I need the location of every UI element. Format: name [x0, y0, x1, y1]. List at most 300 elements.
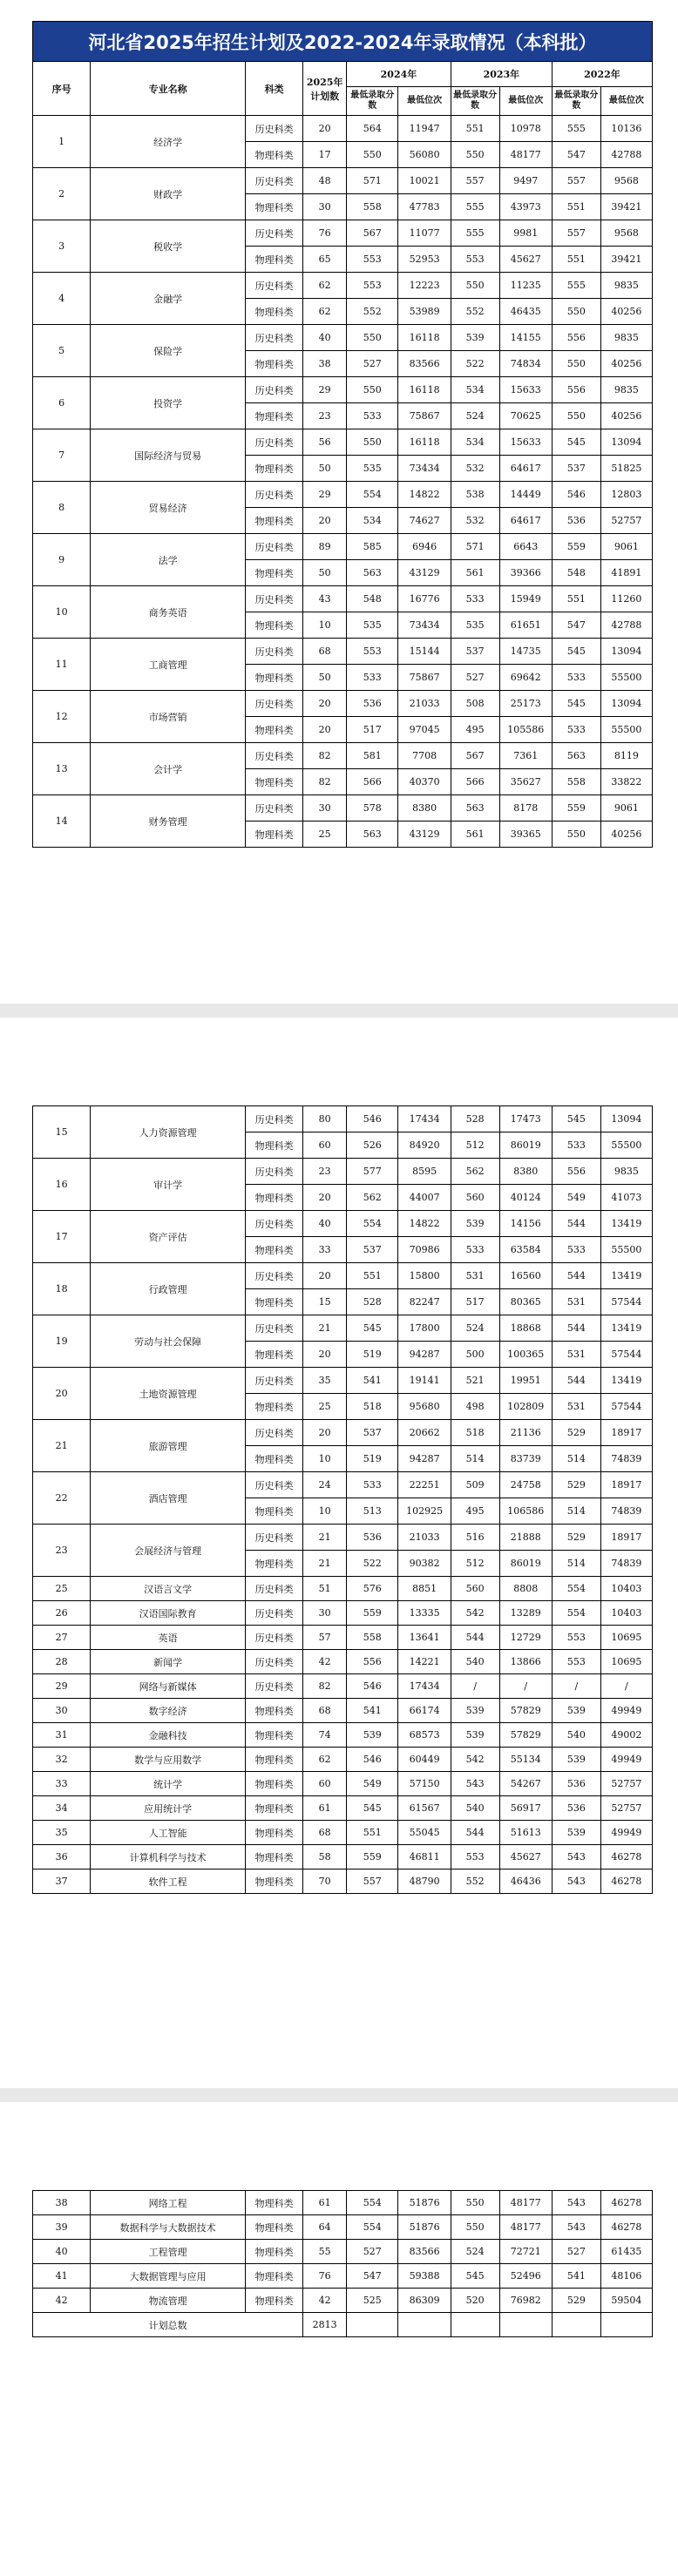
cell-2022-score: 558 [552, 769, 600, 795]
cell-2022-score: 514 [552, 1446, 600, 1472]
cell-2022-rank: 9835 [600, 377, 652, 403]
cell-2023-score: 521 [451, 1368, 499, 1394]
cell-2024-score: 564 [347, 116, 398, 142]
cell-2023-rank: 43973 [499, 194, 552, 220]
page-separator [0, 1004, 678, 1018]
cell-subject: 物理科类 [245, 1237, 302, 1263]
cell-plan: 30 [303, 795, 347, 821]
cell-2023-score: 561 [451, 821, 499, 848]
cell-2022-score: 545 [552, 691, 600, 717]
cell-2023-rank: 15949 [499, 586, 552, 612]
total-empty-cell [347, 2313, 398, 2337]
cell-seq: 7 [33, 429, 91, 482]
cell-seq: 28 [33, 1650, 91, 1674]
cell-2024-score: 554 [347, 1211, 398, 1237]
table-row [33, 2289, 653, 2313]
cell-subject: 物理科类 [245, 1748, 302, 1772]
cell-subject: 历史科类 [245, 482, 302, 508]
table-row [33, 691, 653, 717]
cell-seq: 27 [33, 1626, 91, 1650]
cell-2022-rank: 9568 [600, 220, 652, 247]
cell-plan: 82 [303, 743, 347, 769]
cell-2024-score: 535 [347, 456, 398, 482]
total-value: 2813 [303, 2313, 347, 2337]
cell-subject: 物理科类 [245, 2215, 302, 2240]
page-3 [32, 2190, 653, 2337]
cell-2022-rank: 49949 [600, 1699, 652, 1723]
cell-2023-score: 509 [451, 1472, 499, 1498]
cell-2022-score: 545 [552, 1106, 600, 1132]
cell-2022-score: 559 [552, 795, 600, 821]
cell-subject: 历史科类 [245, 377, 302, 403]
cell-2024-score: 545 [347, 1315, 398, 1342]
cell-major: 审计学 [91, 1159, 246, 1211]
cell-2023-score: 514 [451, 1446, 499, 1472]
cell-2024-score: 550 [347, 325, 398, 351]
cell-seq: 3 [33, 220, 91, 273]
cell-2023-score: 512 [451, 1551, 499, 1577]
cell-subject: 物理科类 [245, 1551, 302, 1577]
cell-2024-rank: 44007 [398, 1185, 451, 1211]
cell-2024-score: 550 [347, 429, 398, 456]
cell-2023-score: 500 [451, 1342, 499, 1368]
cell-subject: 物理科类 [245, 456, 302, 482]
cell-2022-score: 551 [552, 586, 600, 612]
cell-major: 统计学 [91, 1772, 246, 1796]
cell-plan: 42 [303, 2289, 347, 2313]
cell-seq: 23 [33, 1525, 91, 1577]
cell-subject: 历史科类 [245, 743, 302, 769]
cell-seq: 29 [33, 1674, 91, 1699]
cell-2024-rank: 51876 [398, 2191, 451, 2215]
cell-subject: 物理科类 [245, 717, 302, 743]
cell-2023-score: 535 [451, 612, 499, 639]
cell-2024-score: 558 [347, 194, 398, 220]
cell-2023-score: 557 [451, 168, 499, 194]
cell-2023-score: 498 [451, 1394, 499, 1420]
cell-2024-score: 527 [347, 351, 398, 377]
cell-2024-score: 553 [347, 247, 398, 273]
cell-2022-rank: 51825 [600, 456, 652, 482]
table-row [33, 220, 653, 247]
table-row [33, 2264, 653, 2289]
table-row [33, 1368, 653, 1394]
header-year-2024: 2024年 [347, 62, 451, 87]
cell-2023-score: 571 [451, 534, 499, 560]
page-1 [32, 21, 653, 848]
cell-2022-score: 514 [552, 1498, 600, 1525]
cell-subject: 历史科类 [245, 639, 302, 665]
cell-2024-rank: 95680 [398, 1394, 451, 1420]
cell-2024-rank: 11947 [398, 116, 451, 142]
cell-2022-score: 553 [552, 1650, 600, 1674]
cell-2024-rank: 17434 [398, 1106, 451, 1132]
table-row [33, 1772, 653, 1796]
cell-major: 新闻学 [91, 1650, 246, 1674]
cell-2023-rank: 39366 [499, 560, 552, 586]
cell-2022-score: 551 [552, 247, 600, 273]
cell-seq: 19 [33, 1315, 91, 1368]
cell-subject: 物理科类 [245, 1185, 302, 1211]
cell-seq: 13 [33, 743, 91, 795]
cell-2022-score: 556 [552, 1159, 600, 1185]
cell-plan: 10 [303, 1446, 347, 1472]
cell-2022-rank: 9061 [600, 795, 652, 821]
cell-2023-score: 520 [451, 2289, 499, 2313]
cell-2022-rank: 46278 [600, 1869, 652, 1894]
cell-2024-score: 525 [347, 2289, 398, 2313]
cell-2023-rank: 51613 [499, 1821, 552, 1845]
cell-plan: 82 [303, 1674, 347, 1699]
cell-2024-rank: 40370 [398, 769, 451, 795]
cell-major: 金融科技 [91, 1723, 246, 1748]
cell-plan: 23 [303, 403, 347, 429]
cell-major: 汉语国际教育 [91, 1601, 246, 1626]
cell-2022-score: 536 [552, 1772, 600, 1796]
cell-2022-rank: 40256 [600, 821, 652, 848]
cell-seq: 8 [33, 482, 91, 534]
cell-2024-rank: 86309 [398, 2289, 451, 2313]
cell-plan: 29 [303, 482, 347, 508]
cell-2022-rank: 13094 [600, 1106, 652, 1132]
cell-subject: 物理科类 [245, 299, 302, 325]
cell-major: 会展经济与管理 [91, 1525, 246, 1577]
table-row [33, 1869, 653, 1894]
cell-2023-rank: 7361 [499, 743, 552, 769]
cell-2022-score: 533 [552, 717, 600, 743]
cell-2023-score: 524 [451, 2240, 499, 2264]
cell-plan: 68 [303, 1821, 347, 1845]
cell-seq: 36 [33, 1845, 91, 1869]
cell-2022-rank: 52757 [600, 508, 652, 534]
cell-2024-rank: 73434 [398, 612, 451, 639]
cell-2022-score: 550 [552, 403, 600, 429]
cell-plan: 38 [303, 351, 347, 377]
cell-subject: 历史科类 [245, 116, 302, 142]
cell-2023-rank: 16560 [499, 1263, 552, 1289]
cell-2023-score: 495 [451, 717, 499, 743]
cell-2022-rank: 55500 [600, 717, 652, 743]
cell-2023-score: 532 [451, 508, 499, 534]
cell-major: 行政管理 [91, 1263, 246, 1315]
total-empty-cell [499, 2313, 552, 2337]
cell-2022-rank: 9835 [600, 325, 652, 351]
cell-2022-rank: 57544 [600, 1394, 652, 1420]
cell-subject: 历史科类 [245, 1211, 302, 1237]
total-empty-cell [600, 2313, 652, 2337]
cell-2023-rank: 35627 [499, 769, 552, 795]
page-separator [0, 2088, 678, 2102]
cell-2022-rank: 13419 [600, 1263, 652, 1289]
cell-plan: 40 [303, 1211, 347, 1237]
cell-subject: 历史科类 [245, 1601, 302, 1626]
cell-2023-rank: 18868 [499, 1315, 552, 1342]
cell-2022-score: 537 [552, 456, 600, 482]
cell-subject: 物理科类 [245, 1869, 302, 1894]
cell-2024-rank: 94287 [398, 1446, 451, 1472]
cell-subject: 历史科类 [245, 1263, 302, 1289]
cell-major: 市场营销 [91, 691, 246, 743]
cell-2022-score: 550 [552, 821, 600, 848]
cell-2023-score: 562 [451, 1159, 499, 1185]
cell-2023-score: 495 [451, 1498, 499, 1525]
cell-seq: 18 [33, 1263, 91, 1315]
cell-2022-score: 539 [552, 1821, 600, 1845]
cell-2024-rank: 48790 [398, 1869, 451, 1894]
cell-seq: 15 [33, 1106, 91, 1159]
cell-subject: 物理科类 [245, 2289, 302, 2313]
cell-2024-rank: 60449 [398, 1748, 451, 1772]
cell-2023-score: 539 [451, 1699, 499, 1723]
cell-subject: 物理科类 [245, 1699, 302, 1723]
cell-2023-score: 563 [451, 795, 499, 821]
cell-subject: 历史科类 [245, 1577, 302, 1601]
cell-major: 税收学 [91, 220, 246, 273]
cell-seq: 42 [33, 2289, 91, 2313]
cell-seq: 11 [33, 639, 91, 691]
cell-2022-score: 531 [552, 1394, 600, 1420]
cell-2024-rank: 11077 [398, 220, 451, 247]
cell-2024-score: 553 [347, 273, 398, 299]
cell-2022-score: 547 [552, 612, 600, 639]
cell-major: 物流管理 [91, 2289, 246, 2313]
cell-2023-score: 518 [451, 1420, 499, 1446]
cell-2024-rank: 56080 [398, 142, 451, 168]
cell-2022-rank: 40256 [600, 403, 652, 429]
cell-major: 土地资源管理 [91, 1368, 246, 1420]
cell-plan: 10 [303, 612, 347, 639]
cell-2024-rank: 75867 [398, 403, 451, 429]
cell-2024-rank: 74627 [398, 508, 451, 534]
cell-plan: 62 [303, 273, 347, 299]
cell-2023-rank: 39365 [499, 821, 552, 848]
cell-2023-rank: 48177 [499, 2215, 552, 2240]
cell-2023-rank: 21888 [499, 1525, 552, 1551]
cell-2024-score: 546 [347, 1106, 398, 1132]
table-row [33, 1699, 653, 1723]
cell-2024-score: 541 [347, 1699, 398, 1723]
cell-2022-rank: 18917 [600, 1472, 652, 1498]
cell-subject: 历史科类 [245, 1472, 302, 1498]
cell-2022-rank: 59504 [600, 2289, 652, 2313]
cell-2022-score: 544 [552, 1368, 600, 1394]
cell-2023-score: 533 [451, 586, 499, 612]
cell-2022-score: 554 [552, 1601, 600, 1626]
cell-2024-score: 534 [347, 508, 398, 534]
cell-subject: 物理科类 [245, 351, 302, 377]
cell-seq: 12 [33, 691, 91, 743]
cell-2023-score: 544 [451, 1821, 499, 1845]
admission-table-3 [32, 2190, 653, 2337]
cell-2023-rank: 69642 [499, 665, 552, 691]
cell-2023-rank: 57829 [499, 1723, 552, 1748]
cell-2023-rank: 15633 [499, 377, 552, 403]
cell-subject: 历史科类 [245, 1159, 302, 1185]
cell-subject: 历史科类 [245, 273, 302, 299]
cell-2023-rank: 8808 [499, 1577, 552, 1601]
cell-2024-score: 557 [347, 1869, 398, 1894]
cell-major: 软件工程 [91, 1869, 246, 1894]
cell-plan: 25 [303, 1394, 347, 1420]
cell-2024-rank: 70986 [398, 1237, 451, 1263]
cell-seq: 41 [33, 2264, 91, 2289]
cell-2022-rank: 46278 [600, 1845, 652, 1869]
cell-2022-rank: 42788 [600, 612, 652, 639]
cell-2022-rank: 42788 [600, 142, 652, 168]
cell-2022-rank: 9061 [600, 534, 652, 560]
admission-table-2 [32, 1105, 653, 1894]
cell-2024-score: 578 [347, 795, 398, 821]
cell-2024-score: 554 [347, 482, 398, 508]
table-row [33, 377, 653, 403]
cell-2024-score: 559 [347, 1845, 398, 1869]
cell-2022-score: 556 [552, 377, 600, 403]
cell-subject: 历史科类 [245, 691, 302, 717]
cell-2022-score: 556 [552, 325, 600, 351]
cell-plan: 20 [303, 508, 347, 534]
cell-2023-score: 553 [451, 247, 499, 273]
cell-2024-rank: 43129 [398, 821, 451, 848]
cell-2022-rank: 55500 [600, 1237, 652, 1263]
cell-2023-rank: 63584 [499, 1237, 552, 1263]
cell-2024-rank: 14822 [398, 1211, 451, 1237]
cell-2024-score: 567 [347, 220, 398, 247]
cell-major: 人力资源管理 [91, 1106, 246, 1159]
cell-subject: 物理科类 [245, 612, 302, 639]
header-plan-2025: 2025年计划数 [303, 62, 347, 116]
cell-2023-score: 552 [451, 1869, 499, 1894]
cell-2024-rank: 8851 [398, 1577, 451, 1601]
cell-2022-score: 557 [552, 220, 600, 247]
cell-plan: 20 [303, 1185, 347, 1211]
cell-plan: 58 [303, 1845, 347, 1869]
cell-major: 人工智能 [91, 1821, 246, 1845]
cell-2023-rank: 86019 [499, 1132, 552, 1159]
page-title: 河北省2025年招生计划及2022-2024年录取情况（本科批） [32, 21, 653, 61]
cell-major: 劳动与社会保障 [91, 1315, 246, 1368]
cell-2023-score: 560 [451, 1185, 499, 1211]
cell-2022-rank: 8119 [600, 743, 652, 769]
cell-plan: 33 [303, 1237, 347, 1263]
cell-plan: 35 [303, 1368, 347, 1394]
cell-2022-score: 529 [552, 1472, 600, 1498]
cell-plan: 29 [303, 377, 347, 403]
cell-2022-score: 536 [552, 508, 600, 534]
header-year-2023: 2023年 [451, 62, 552, 87]
table-row [33, 1723, 653, 1748]
cell-2022-score: 546 [552, 482, 600, 508]
cell-2023-rank: / [499, 1674, 552, 1699]
cell-plan: 25 [303, 821, 347, 848]
cell-seq: 38 [33, 2191, 91, 2215]
cell-plan: 50 [303, 665, 347, 691]
cell-major: 投资学 [91, 377, 246, 429]
cell-2024-rank: 8595 [398, 1159, 451, 1185]
cell-2023-score: 522 [451, 351, 499, 377]
cell-subject: 历史科类 [245, 1525, 302, 1551]
cell-plan: 20 [303, 717, 347, 743]
cell-2024-score: 577 [347, 1159, 398, 1185]
cell-2024-rank: 20662 [398, 1420, 451, 1446]
cell-2022-rank: 48106 [600, 2264, 652, 2289]
cell-major: 金融学 [91, 273, 246, 325]
cell-2022-rank: 40256 [600, 351, 652, 377]
cell-plan: 57 [303, 1626, 347, 1650]
cell-2024-rank: 10021 [398, 168, 451, 194]
table-row [33, 2191, 653, 2215]
cell-2023-score: 540 [451, 1796, 499, 1821]
cell-2024-score: 537 [347, 1420, 398, 1446]
cell-plan: 76 [303, 220, 347, 247]
header-seq: 序号 [33, 62, 91, 116]
cell-plan: 23 [303, 1159, 347, 1185]
cell-seq: 33 [33, 1772, 91, 1796]
cell-seq: 2 [33, 168, 91, 220]
header-min-score: 最低录取分数 [552, 87, 600, 116]
cell-2023-rank: 8178 [499, 795, 552, 821]
cell-2023-rank: 14156 [499, 1211, 552, 1237]
cell-2022-rank: 49949 [600, 1748, 652, 1772]
cell-major: 财务管理 [91, 795, 246, 848]
cell-2024-rank: 6946 [398, 534, 451, 560]
cell-2024-rank: 13641 [398, 1626, 451, 1650]
table-row [33, 1821, 653, 1845]
cell-2023-rank: 46436 [499, 1869, 552, 1894]
cell-major: 经济学 [91, 116, 246, 168]
cell-2022-score: 541 [552, 2264, 600, 2289]
cell-2024-rank: 75867 [398, 665, 451, 691]
cell-2022-score: 533 [552, 1237, 600, 1263]
table-row [33, 1106, 653, 1132]
cell-plan: 82 [303, 769, 347, 795]
cell-2023-rank: 21136 [499, 1420, 552, 1446]
cell-2023-score: 533 [451, 1237, 499, 1263]
cell-plan: 21 [303, 1551, 347, 1577]
cell-2023-score: 560 [451, 1577, 499, 1601]
cell-2022-rank: 9835 [600, 1159, 652, 1185]
total-empty-cell [552, 2313, 600, 2337]
cell-2024-score: 550 [347, 142, 398, 168]
cell-2022-score: 548 [552, 560, 600, 586]
cell-subject: 物理科类 [245, 1446, 302, 1472]
cell-2022-score: 533 [552, 665, 600, 691]
cell-2023-rank: 52496 [499, 2264, 552, 2289]
cell-2024-score: 585 [347, 534, 398, 560]
cell-2022-score: 557 [552, 168, 600, 194]
cell-2022-score: 536 [552, 1796, 600, 1821]
cell-2023-rank: 45627 [499, 1845, 552, 1869]
cell-plan: 55 [303, 2240, 347, 2264]
table-row [33, 1263, 653, 1289]
cell-plan: 61 [303, 1796, 347, 1821]
cell-2022-rank: 33822 [600, 769, 652, 795]
cell-2024-rank: 90382 [398, 1551, 451, 1577]
cell-2024-rank: 68573 [398, 1723, 451, 1748]
cell-2023-score: 551 [451, 116, 499, 142]
cell-subject: 物理科类 [245, 2240, 302, 2264]
cell-seq: 9 [33, 534, 91, 586]
cell-2022-rank: 74839 [600, 1446, 652, 1472]
cell-2023-rank: 9981 [499, 220, 552, 247]
cell-2022-rank: 74839 [600, 1551, 652, 1577]
cell-subject: 历史科类 [245, 586, 302, 612]
cell-2022-rank: 10695 [600, 1626, 652, 1650]
cell-2023-rank: 102809 [499, 1394, 552, 1420]
cell-2022-score: 547 [552, 142, 600, 168]
cell-2022-rank: / [600, 1674, 652, 1699]
cell-plan: 56 [303, 429, 347, 456]
cell-subject: 历史科类 [245, 795, 302, 821]
